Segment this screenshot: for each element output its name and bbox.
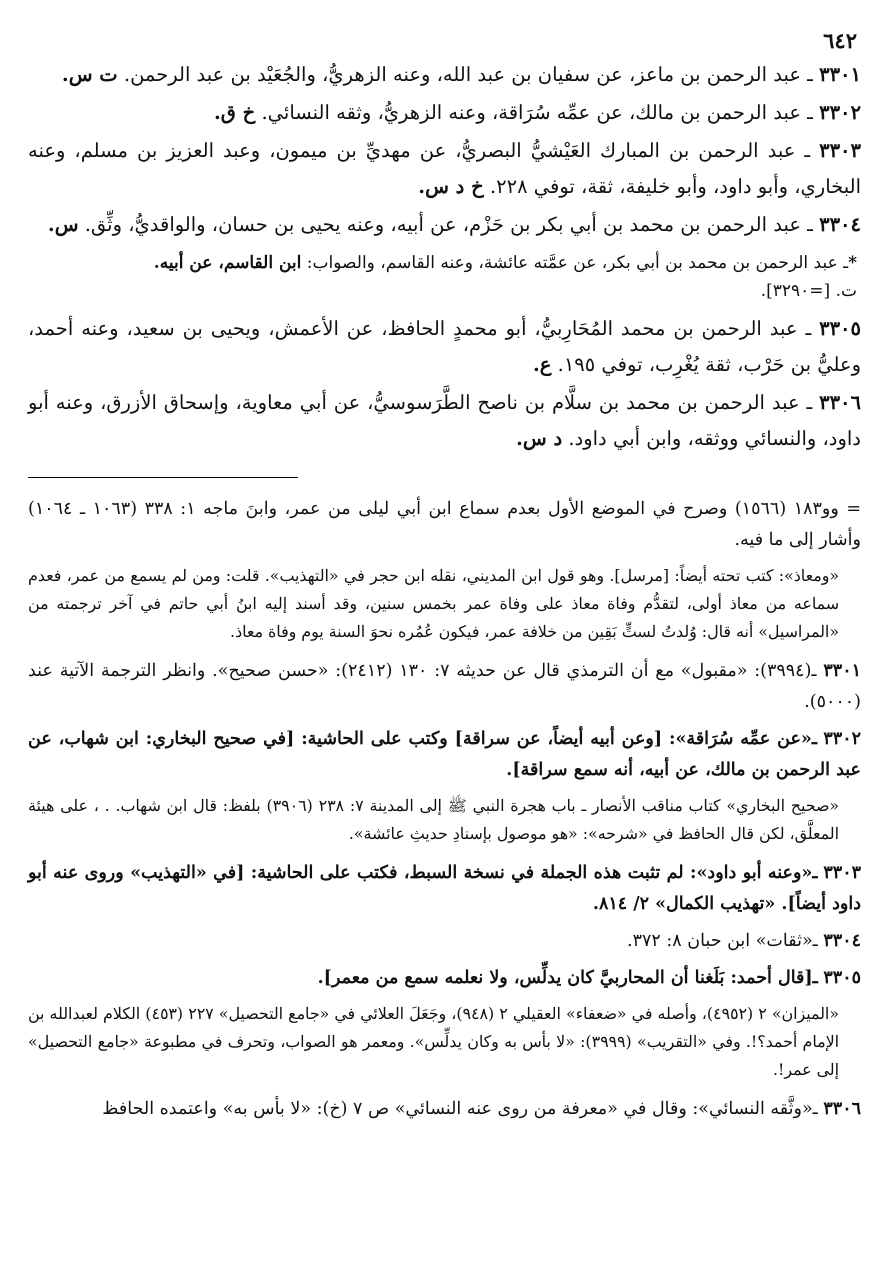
footnote-3306: ٣٣٠٦ ـ«وثَّقه النسائي»: وقال في «معرفة من روى عنه النسائي» ص ٧ (خ): «لا بأس به» واعتمده الحافظ [102, 1099, 861, 1119]
footnote-3303: ٣٣٠٣ ـ«وعنه أبو داود»: لم تثبت هذه الجملة في نسخة السبط، فكتب على الحاشية: [في «التهذيب» وروى عنه أبو داود أيضاً]. «تهذيب الكمال» ٢/ ٨١٤. [28, 863, 861, 914]
footnote-3302-sub: «صحيح البخاري» كتاب مناقب الأنصار ـ باب هجرة النبي ﷺ إلى المدينة ٧: ٢٣٨ (٣٩٠٦) بلفظ: قال ابن شهاب. . ، على هيئة المعلَّق، لكن قال الحافظ في «شرحه»: «هو موصول بإسنادِ حديثِ عائشة». [28, 796, 839, 843]
page-number: ٦٤٢ [823, 28, 857, 53]
footnote-3302: ٣٣٠٢ ـ«عن عمِّه سُرَاقة»: [وعن أبيه أيضاً، عن سراقة] وكتب على الحاشية: [في صحيح البخاري: ابن شهاب، عن عبد الرحمن بن مالك، عن أبيه، أنه سمع سراقة]. [28, 729, 861, 780]
footnote-3301: ٣٣٠١ ـ(٣٩٩٤): «مقبول» مع أن الترمذي قال عن حديثه ٧: ١٣٠ (٢٤١٢): «حسن صحيح». وانظر الترجمة الآتية عند (٥٠٠٠). [28, 661, 861, 712]
entry-3304: ٣٣٠٤ ـ عبد الرحمن بن محمد بن أبي بكر بن حَزْم، عن أبيه، وعنه يحيى بن حسان، والواقديُّ، وثِّق. س. [47, 213, 861, 236]
footnote-continuation: = وو١٨٣ (١٥٦٦) وصرح في الموضع الأول بعدم سماع ابن أبي ليلى من عمر، وابنَ ماجه ١: ٣٣٨ (١٠٦٣ ـ ١٠٦٤) وأشار إلى ما فيه. [28, 499, 861, 550]
entry-3301: ٣٣٠١ ـ عبد الرحمن بن ماعز، عن سفيان بن عبد الله، وعنه الزهريُّ، والجُعَيْد بن عبد الرحمن. ت س. [61, 63, 861, 86]
footnote-separator [28, 477, 298, 478]
footnote-3305: ٣٣٠٥ ـ[قال أحمد: بَلَغنا أن المحاربيَّ كان يدلِّس، ولا نعلمه سمع من معمر]. [317, 968, 861, 988]
footnote-3305-sub: «الميزان» ٢ (٤٩٥٢)، وأصله في «ضعفاء» العقيلي ٢ (٩٤٨)، وجَعَلَ العلائي في «جامع التحصيل» ٢٢٧ (٤٥٣) الكلام لعبدالله بن الإمام أحمد؟!. وفي «التقريب» (٣٩٩٩): «لا بأس به وكان يدلِّس». ومعمر هو الصواب، وتحرف في مطبوعة «جامع التحصيل» إلى عمر!. [28, 1004, 839, 1079]
starred-note: *ـ عبد الرحمن بن محمد بن أبي بكر، عن عمَّته عائشة، وعنه القاسم، والصواب: ابن القاسم، عن أبيه. ت. [=٣٢٩٠]. [153, 253, 857, 301]
footnote-3304: ٣٣٠٤ ـ«ثقات» ابن حبان ٨: ٣٧٢. [627, 931, 861, 951]
footnotes [28, 494, 861, 1125]
footnote-continuation-sub: «ومعاذ»: كتب تحته أيضاً: [مرسل]. وهو قول ابن المديني، نقله ابن حجر في «التهذيب». قلت: ومن لم يسمع من عمر، فعدم سماعه من معاذ أولى، لتقدُّم وفاة معاذ على وفاة عمر بخمس سنين، وقد أسند إليه ابنُ أبي حاتم في آخر ترجمته من «المراسيل» أنه قال: وُلدتُ لستٍّ بَقِين من خلافة عمر، فيكون عُمُره نحوَ السنة يوم وفاة معاذ. [28, 566, 839, 641]
entry-3306: ٣٣٠٦ ـ عبد الرحمن بن محمد بن سلَّام بن ناصح الطَّرَسوسيُّ، عن أبي معاوية، وإسحاق الأزرق، وعنه أبو داود، والنسائي ووثقه، وابن أبي داود. د س. [28, 391, 861, 450]
biography-entries [28, 57, 861, 457]
entry-3302: ٣٣٠٢ ـ عبد الرحمن بن مالك، عن عمِّه سُرَاقة، وعنه الزهريُّ، وثقه النسائي. خ ق. [213, 101, 861, 124]
entry-3303: ٣٣٠٣ ـ عبد الرحمن بن المبارك العَيْشيُّ البصريُّ، عن مهديِّ بن ميمون، وعبد العزيز بن مسلم، وعنه البخاري، وأبو داود، وأبو خليفة، ثقة، توفي ٢٢٨. خ د س. [28, 139, 862, 198]
entry-3305: ٣٣٠٥ ـ عبد الرحمن بن محمد المُحَارِبيُّ، أبو محمدٍ الحافظ، عن الأعمش، ويحيى بن سعيد، وعنه أحمد، وعليُّ بن حَرْب، ثقة يُغْرِب، توفي ١٩٥. ع. [28, 317, 861, 376]
